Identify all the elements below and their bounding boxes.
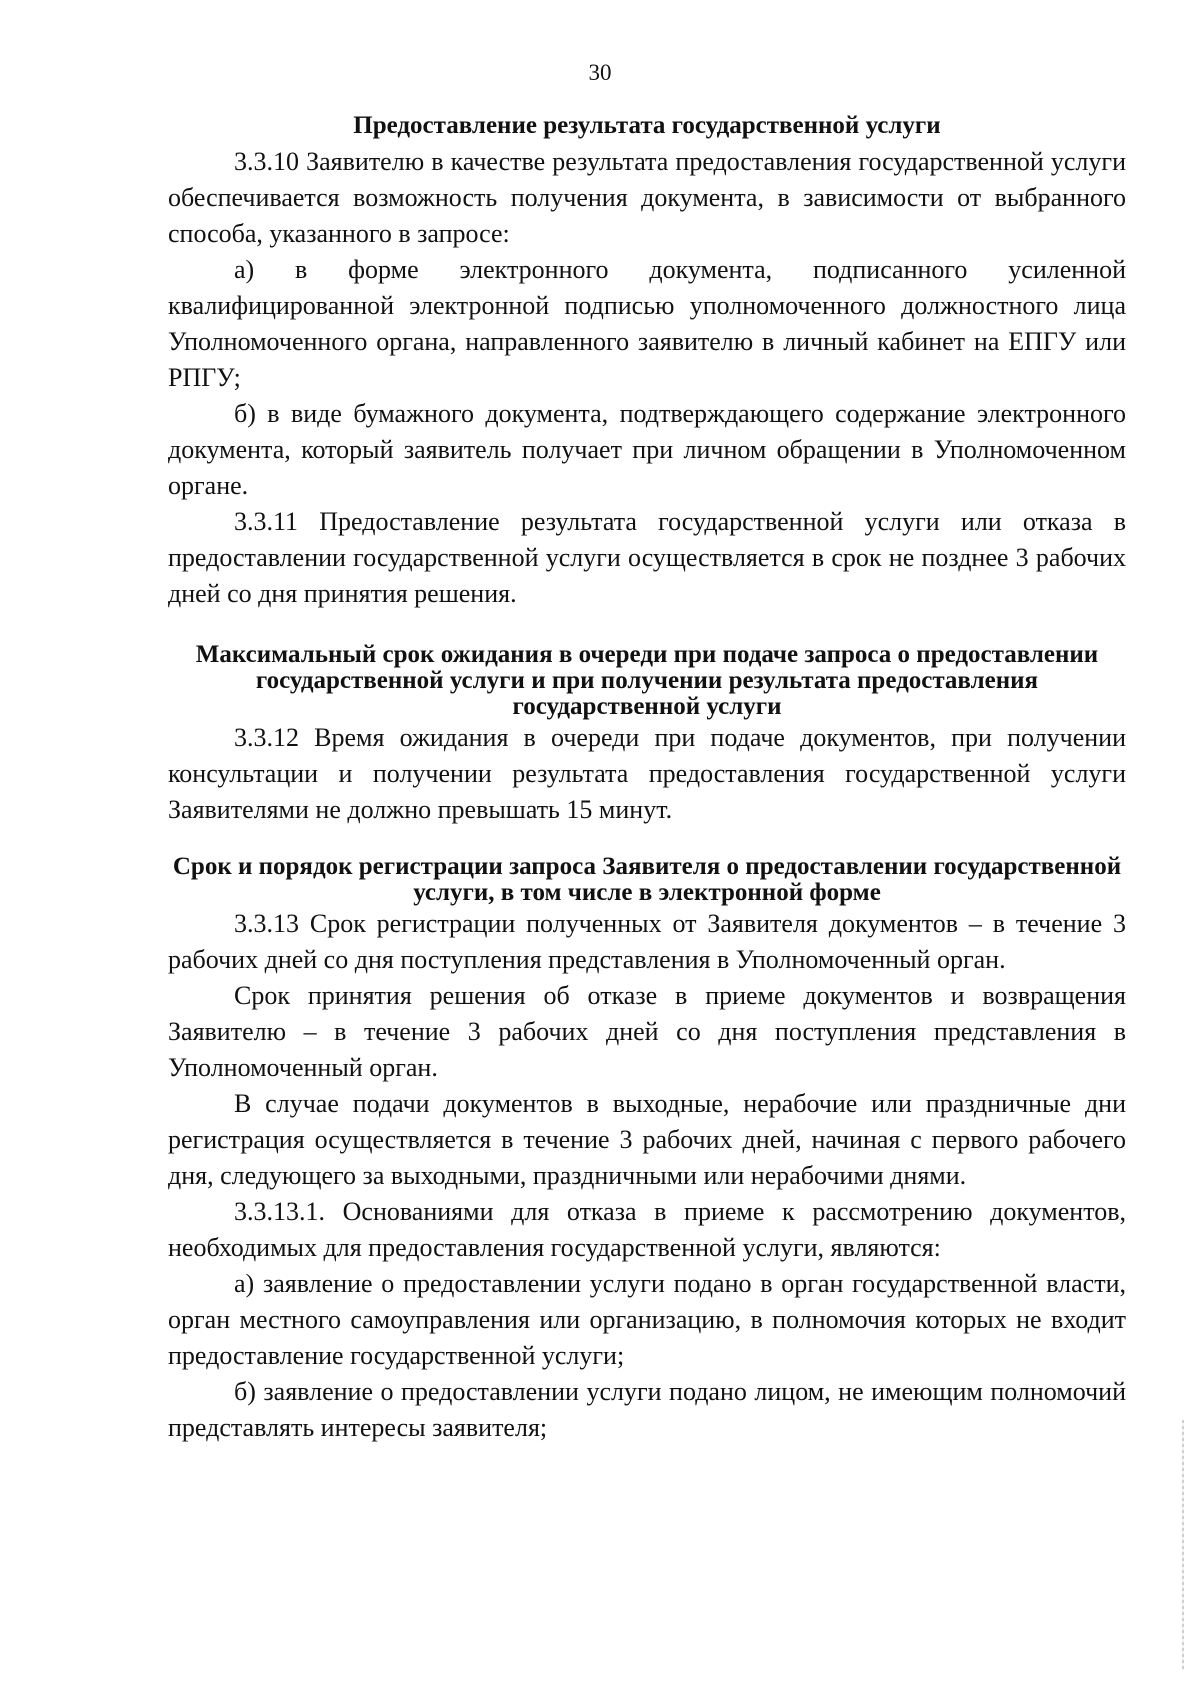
section-spacer	[168, 612, 1126, 642]
paragraph-refusal-item-a: а) заявление о предоставлении услуги подано в орган государственной власти, орган местного самоуправления или организацию, в полномочия которых не входит предоставление государственной услуги;	[168, 1269, 1126, 1370]
paragraph-item-a-electronic: а) в форме электронного документа, подписанного усиленной квалифицированной электронной подписью уполномоченного должностного лица Уполномоченного органа, направленного заявителю в личный кабинет на ЕПГУ или РПГУ;	[168, 255, 1126, 392]
paragraph-3-3-13-1: 3.3.13.1. Основаниями для отказа в приеме к рассмотрению документов, необходимых для предоставления государственной услуги, являются:	[168, 1197, 1126, 1262]
paragraph-3-3-13: 3.3.13 Срок регистрации полученных от Заявителя документов – в течение 3 рабочих дней со дня поступления представления в Уполномоченный орган.	[168, 909, 1126, 974]
section-heading-queue-time: Максимальный срок ожидания в очереди при подаче запроса о предоставлении государственной услуги и при получении результата предоставления государственной услуги	[195, 641, 1099, 720]
page-number: 30	[588, 60, 612, 85]
paragraph-3-3-12: 3.3.12 Время ожидания в очереди при подаче документов, при получении консультации и получении результата предоставления государственной услуги Заявителями не должно превышать 15 минут.	[168, 723, 1126, 824]
document-body	[168, 108, 1126, 1446]
paragraph-3-3-11: 3.3.11 Предоставление результата государственной услуги или отказа в предоставлении государственной услуги осуществляется в срок не позднее 3 рабочих дней со дня принятия решения.	[168, 507, 1126, 608]
section-spacer	[168, 828, 1126, 854]
scan-edge-mark	[1182, 1420, 1184, 1670]
paragraph-item-b-paper: б) в виде бумажного документа, подтверждающего содержание электронного документа, который заявитель получает при личном обращении в Уполномоченном органе.	[168, 399, 1126, 500]
paragraph-refusal-item-b: б) заявление о предоставлении услуги подано лицом, не имеющим полномочий представлять интересы заявителя;	[168, 1377, 1126, 1442]
section-heading-result: Предоставление результата государственной услуги	[353, 112, 941, 139]
paragraph-3-3-10: 3.3.10 Заявителю в качестве результата предоставления государственной услуги обеспечивается возможность получения документа, в зависимости от выбранного способа, указанного в запросе:	[168, 147, 1126, 248]
paragraph-holidays: В случае подачи документов в выходные, нерабочие или праздничные дни регистрация осуществляется в течение 3 рабочих дней, начиная с первого рабочего дня, следующего за выходными, праздничными или нерабочими днями.	[168, 1089, 1126, 1190]
paragraph-refusal-term: Срок принятия решения об отказе в приеме документов и возвращения Заявителю – в течение 3 рабочих дней со дня поступления представления в Уполномоченный орган.	[168, 981, 1126, 1082]
section-heading-registration: Срок и порядок регистрации запроса Заявителя о предоставлении государственной услуги, в том числе в электронной форме	[172, 853, 1122, 906]
